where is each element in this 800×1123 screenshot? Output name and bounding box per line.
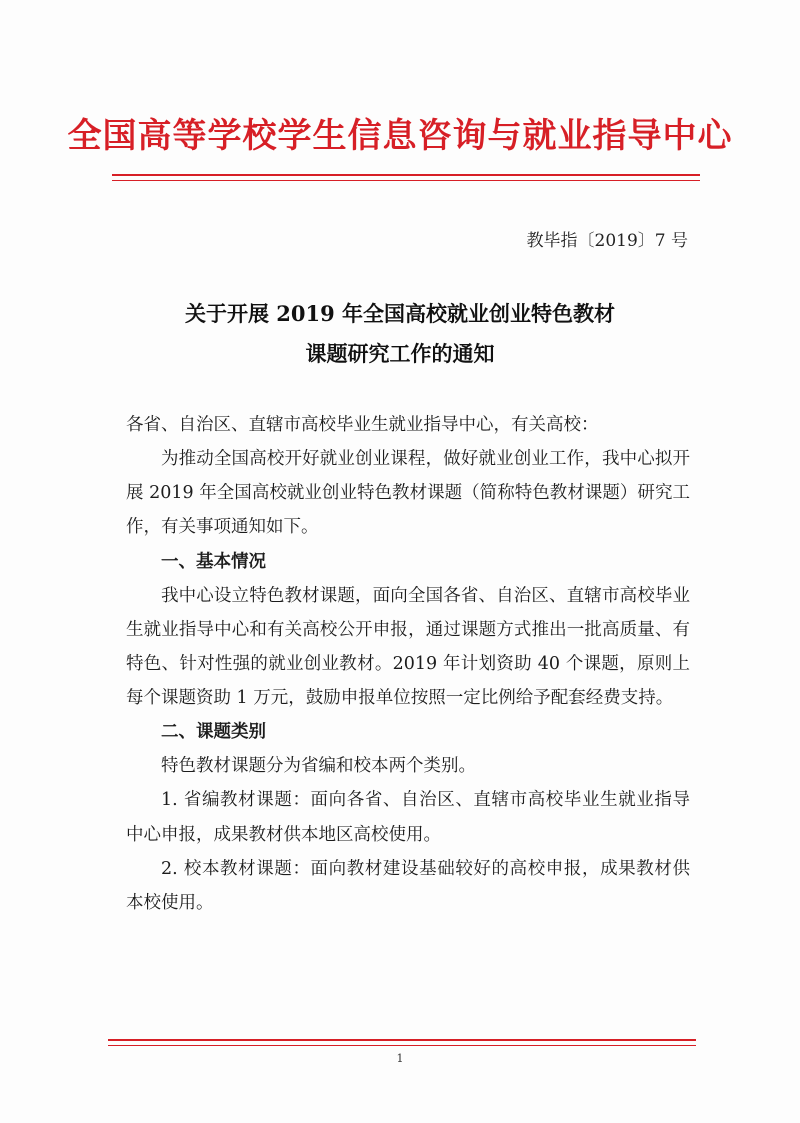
document-number: 教毕指〔2019〕7 号 — [526, 231, 688, 251]
header-red-rule-thin — [112, 180, 700, 181]
section-2-heading: 二、课题类别 — [161, 722, 266, 743]
page-number: 1 — [396, 1052, 404, 1065]
header-red-rule-thick — [112, 174, 700, 176]
section-2-item-2: 2. 校本教材课题：面向教材建设基础较好的高校申报，成果教材供本校使用。 — [126, 858, 690, 913]
section-2-paragraph: 特色教材课题分为省编和校本两个类别。 — [161, 756, 476, 777]
intro-paragraph: 为推动全国高校开好就业创业课程，做好就业创业工作，我中心拟开展 2019 年全国高校就业创业特色教材课题（简称特色教材课题）研究工作，有关事项通知如下。 — [126, 449, 690, 538]
section-1-heading: 一、基本情况 — [161, 551, 266, 572]
section-2-item-1: 1. 省编教材课题：面向各省、自治区、直辖市高校毕业生就业指导中心申报，成果教材供本地区高校使用。 — [126, 790, 690, 845]
issuing-organization-title: 全国高等学校学生信息咨询与就业指导中心 — [67, 116, 733, 156]
notice-title-line-1: 关于开展 2019 年全国高校就业创业特色教材 — [184, 301, 616, 326]
footer-red-rule-thin — [108, 1045, 696, 1046]
salutation: 各省、自治区、直辖市高校毕业生就业指导中心，有关高校： — [126, 415, 599, 435]
section-1-paragraph: 我中心设立特色教材课题，面向全国各省、自治区、直辖市高校毕业生就业指导中心和有关高校公开申报，通过课题方式推出一批高质量、有特色、针对性强的就业创业教材。2019 年计划资助 40 个课题，原则上每个课题资助 1 万元，鼓励申报单位按照一定比例给予配套经费支持。 — [126, 585, 690, 708]
document-body — [126, 408, 690, 920]
footer-red-rule-thick — [108, 1039, 696, 1041]
notice-title-line-2: 课题研究工作的通知 — [305, 341, 495, 366]
